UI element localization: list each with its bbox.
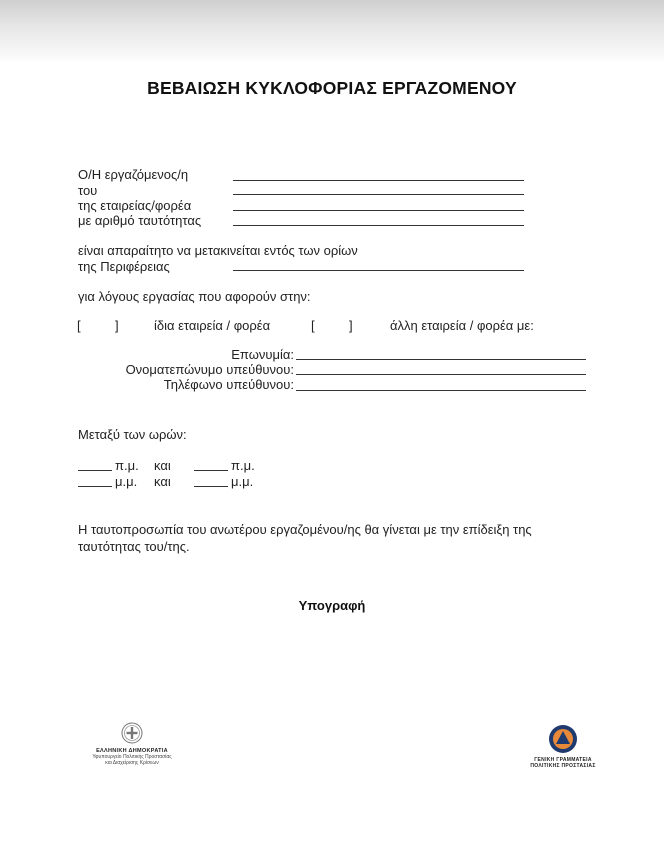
hours-line-from-am[interactable] bbox=[78, 470, 112, 471]
field-label-employee: Ο/Η εργαζόμενος/η bbox=[78, 167, 189, 182]
field-label-company: της εταιρείας/φορέα bbox=[78, 198, 192, 213]
reason-text: για λόγους εργασίας που αφορούν στην: bbox=[78, 289, 311, 304]
hours-line-from-pm[interactable] bbox=[78, 486, 112, 487]
left-logo-line3: και Διαχείρισης Κρίσεων bbox=[105, 760, 159, 766]
other-field-line-manager[interactable] bbox=[296, 374, 586, 375]
hours-and: και bbox=[154, 474, 171, 489]
greek-coat-of-arms-icon bbox=[121, 722, 143, 744]
hours-suffix-to-pm: μ.μ. bbox=[231, 474, 254, 489]
other-field-label-phone: Τηλέφωνο υπεύθυνου: bbox=[163, 377, 294, 392]
identity-statement-line1: Η ταυτοπροσωπία του ανωτέρου εργαζομένου/ης θα γίνεται με την επίδειξη της bbox=[78, 522, 532, 537]
field-label-of: του bbox=[78, 183, 98, 198]
field-line-company[interactable] bbox=[233, 210, 524, 211]
field-line-employee[interactable] bbox=[233, 180, 524, 181]
left-logo-line2: Υφυπουργείο Πολιτικής Προστασίας bbox=[92, 754, 172, 760]
checkbox-open-bracket: [ bbox=[77, 318, 81, 333]
hours-suffix-from-pm: μ.μ. bbox=[115, 474, 138, 489]
other-field-label-name: Επωνυμία: bbox=[231, 347, 294, 362]
hours-label: Μεταξύ των ωρών: bbox=[78, 427, 187, 442]
option-same-company: ίδια εταιρεία / φορέα bbox=[154, 318, 271, 333]
other-field-line-name[interactable] bbox=[296, 359, 586, 360]
other-field-line-phone[interactable] bbox=[296, 390, 586, 391]
region-line[interactable] bbox=[233, 270, 524, 271]
hours-suffix-from-am: π.μ. bbox=[115, 458, 139, 473]
top-shade bbox=[0, 0, 664, 64]
right-logo-line2: ΠΟΛΙΤΙΚΗΣ ΠΡΟΣΤΑΣΙΑΣ bbox=[530, 763, 596, 769]
field-line-id-number[interactable] bbox=[233, 225, 524, 226]
field-label-id-number: με αριθμό ταυτότητας bbox=[78, 213, 202, 228]
signature-label: Υπογραφή bbox=[298, 598, 366, 613]
left-logo-line1: ΕΛΛΗΝΙΚΗ ΔΗΜΟΚΡΑΤΙΑ bbox=[96, 748, 168, 754]
hours-suffix-to-am: π.μ. bbox=[231, 458, 255, 473]
hours-line-to-pm[interactable] bbox=[194, 486, 228, 487]
checkbox-close-bracket: ] bbox=[115, 318, 119, 333]
left-footer-logo bbox=[72, 722, 192, 766]
other-field-label-manager: Ονοματεπώνυμο υπεύθυνου: bbox=[125, 362, 294, 377]
right-logo-line1: ΓΕΝΙΚΗ ΓΡΑΜΜΑΤΕΙΑ bbox=[534, 757, 592, 763]
checkbox-open-bracket: [ bbox=[311, 318, 315, 333]
right-footer-logo bbox=[528, 724, 598, 769]
hours-line-to-am[interactable] bbox=[194, 470, 228, 471]
document-title: ΒΕΒΑΙΩΣΗ ΚΥΚΛΟΦΟΡΙΑΣ ΕΡΓΑΖΟΜΕΝΟΥ bbox=[147, 78, 517, 98]
field-line-of[interactable] bbox=[233, 194, 524, 195]
movement-text: είναι απαραίτητο να μετακινείται εντός των ορίων bbox=[78, 243, 358, 258]
checkbox-close-bracket: ] bbox=[349, 318, 353, 333]
hours-and: και bbox=[154, 458, 171, 473]
option-other-company: άλλη εταιρεία / φορέα με: bbox=[390, 318, 534, 333]
identity-statement-line2: ταυτότητας του/της. bbox=[78, 539, 190, 554]
civil-protection-emblem-icon bbox=[548, 724, 578, 754]
region-label: της Περιφέρειας bbox=[78, 259, 170, 274]
